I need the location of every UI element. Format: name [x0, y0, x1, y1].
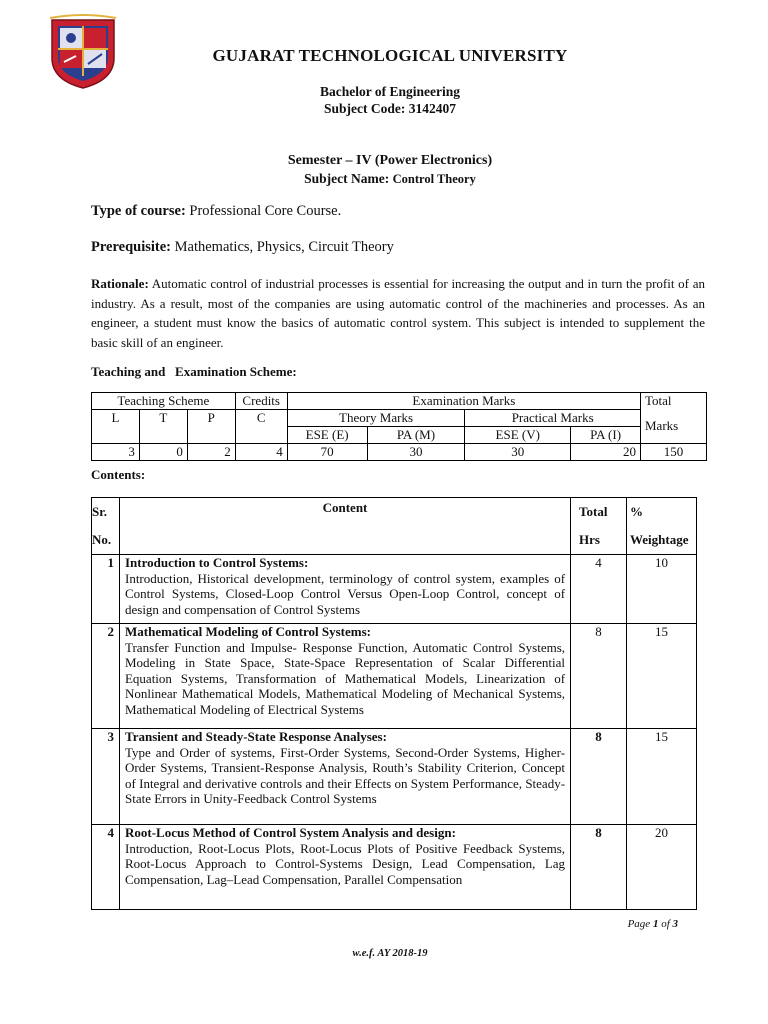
page-current: 1	[652, 918, 659, 930]
content-cell	[119, 555, 570, 624]
table-row	[92, 624, 697, 729]
rationale-label: Rationale:	[91, 276, 149, 291]
ese-v-value: 30	[465, 444, 571, 461]
theory-marks-header: Theory Marks	[287, 410, 465, 427]
prerequisite-label: Prerequisite:	[91, 239, 171, 255]
t-header: T	[139, 410, 187, 444]
ese-e-value: 70	[287, 444, 367, 461]
teaching-scheme-header: Teaching Scheme	[92, 393, 236, 410]
marks-header: Marks	[641, 410, 707, 444]
contents-heading: Contents:	[91, 467, 146, 482]
pa-m-header: PA (M)	[367, 427, 465, 444]
total-header: Total	[641, 393, 707, 410]
topic-title: Introduction to Control Systems:	[124, 555, 309, 570]
rationale-paragraph	[91, 274, 705, 352]
hrs-cell: 8	[571, 729, 627, 825]
content-header: Content	[119, 498, 570, 555]
pa-m-value: 30	[367, 444, 465, 461]
pa-i-header: PA (I)	[571, 427, 641, 444]
contents-header-row	[92, 498, 697, 555]
wt-header-line2: Weightage	[629, 532, 689, 547]
prerequisite-value: Mathematics, Physics, Circuit Theory	[174, 239, 394, 255]
topic-title: Root-Locus Method of Control System Analysis and design:	[124, 825, 456, 840]
sr-no-header	[92, 498, 120, 555]
c-header: C	[235, 410, 287, 444]
table-row	[92, 729, 697, 825]
content-cell	[119, 624, 570, 729]
table-row	[92, 555, 697, 624]
p-value: 2	[187, 444, 235, 461]
semester: Semester – IV (Power Electronics)	[287, 153, 493, 168]
subject-name-line	[0, 171, 768, 187]
weightage-cell: 10	[626, 555, 696, 624]
page-total: 3	[672, 918, 678, 930]
pa-i-value: 20	[571, 444, 641, 461]
prerequisite-line	[91, 239, 705, 256]
wef-note: w.e.f. AY 2018-19	[352, 948, 428, 959]
scheme-heading: Teaching and Examination Scheme:	[91, 364, 297, 379]
l-value: 3	[92, 444, 140, 461]
course-type-label: Type of course:	[91, 203, 186, 219]
sr-cell: 1	[92, 555, 120, 624]
subject-code: Subject Code: 3142407	[324, 101, 456, 116]
topic-title: Mathematical Modeling of Control Systems:	[124, 624, 371, 639]
page-number	[628, 918, 678, 930]
content-cell	[119, 729, 570, 825]
t-value: 0	[139, 444, 187, 461]
credits-header: Credits	[235, 393, 287, 410]
c-value: 4	[235, 444, 287, 461]
topic-title: Transient and Steady-State Response Analyses:	[124, 729, 387, 744]
weightage-cell: 20	[626, 825, 696, 910]
topic-description: Introduction, Historical development, terminology of control system, examples of Control Systems, Closed-Loop Control Versus Open-Loop Control, concept of design and compensation of Control Systems	[124, 570, 566, 617]
p-header: P	[187, 410, 235, 444]
course-type-line	[91, 203, 705, 220]
total-hrs-header	[571, 498, 627, 555]
ese-e-header: ESE (E)	[287, 427, 367, 444]
hrs-header-line2: Hrs	[579, 532, 600, 547]
content-cell	[119, 825, 570, 910]
hrs-cell: 4	[571, 555, 627, 624]
weightage-header	[626, 498, 696, 555]
ese-v-header: ESE (V)	[465, 427, 571, 444]
sr-cell: 4	[92, 825, 120, 910]
practical-marks-header: Practical Marks	[465, 410, 641, 427]
page-prefix: Page	[627, 918, 653, 930]
exam-marks-header: Examination Marks	[287, 393, 640, 410]
weightage-cell: 15	[626, 729, 696, 825]
topic-description: Transfer Function and Impulse- Response Function, Automatic Control Systems, Modeling in State Space, State-Space Representation of Scalar Differential Equation Systems, Transformation of Mathematical Models, Linearization of Nonlinear Mathematical Models, Mathematical Modeling of Mechanical Systems, Mathematical Modeling of Electrical Systems	[124, 639, 566, 717]
table-row	[92, 825, 697, 910]
sr-header-line1: Sr.	[92, 504, 108, 519]
page-of: of	[658, 918, 673, 930]
university-title: GUJARAT TECHNOLOGICAL UNIVERSITY	[212, 46, 568, 65]
wt-header-line1: %	[629, 504, 643, 519]
topic-description: Introduction, Root-Locus Plots, Root-Locus Plots of Positive Feedback Systems, Root-Locus Approach to Control-Systems Design, Lead Compensation, Lag Compensation, Lag–Lead Compensation, Parallel Compensation	[124, 840, 566, 887]
hrs-cell: 8	[571, 825, 627, 910]
subject-name: Control Theory	[392, 172, 476, 186]
course-type-value: Professional Core Course.	[189, 203, 342, 219]
topic-description: Type and Order of systems, First-Order Systems, Second-Order Systems, Higher-Order Systems, Transient-Response Analysis, Routh’s Stability Criterion, Concept of Integral and derivative controls and their Effects on System Performance, Steady-State Errors in Unity-Feedback Control Systems	[124, 744, 566, 806]
sr-cell: 3	[92, 729, 120, 825]
weightage-cell: 15	[626, 624, 696, 729]
subject-name-label: Subject Name:	[304, 171, 390, 186]
rationale-text: Automatic control of industrial processes is essential for increasing the output and in turn the profit of an industry. As a result, most of the companies are using automatic control of the machineries and processes. As an engineer, a student must know the basics of automatic control system. This subject is intended to supplement the basic skill of an engineer.	[91, 276, 705, 350]
teaching-scheme-table	[91, 392, 707, 461]
total-value: 150	[641, 444, 707, 461]
sr-cell: 2	[92, 624, 120, 729]
degree: Bachelor of Engineering	[320, 84, 460, 99]
hrs-header-line1: Total	[579, 504, 608, 519]
l-header: L	[92, 410, 140, 444]
contents-table	[91, 497, 697, 910]
hrs-cell: 8	[571, 624, 627, 729]
sr-header-line2: No.	[92, 532, 112, 547]
